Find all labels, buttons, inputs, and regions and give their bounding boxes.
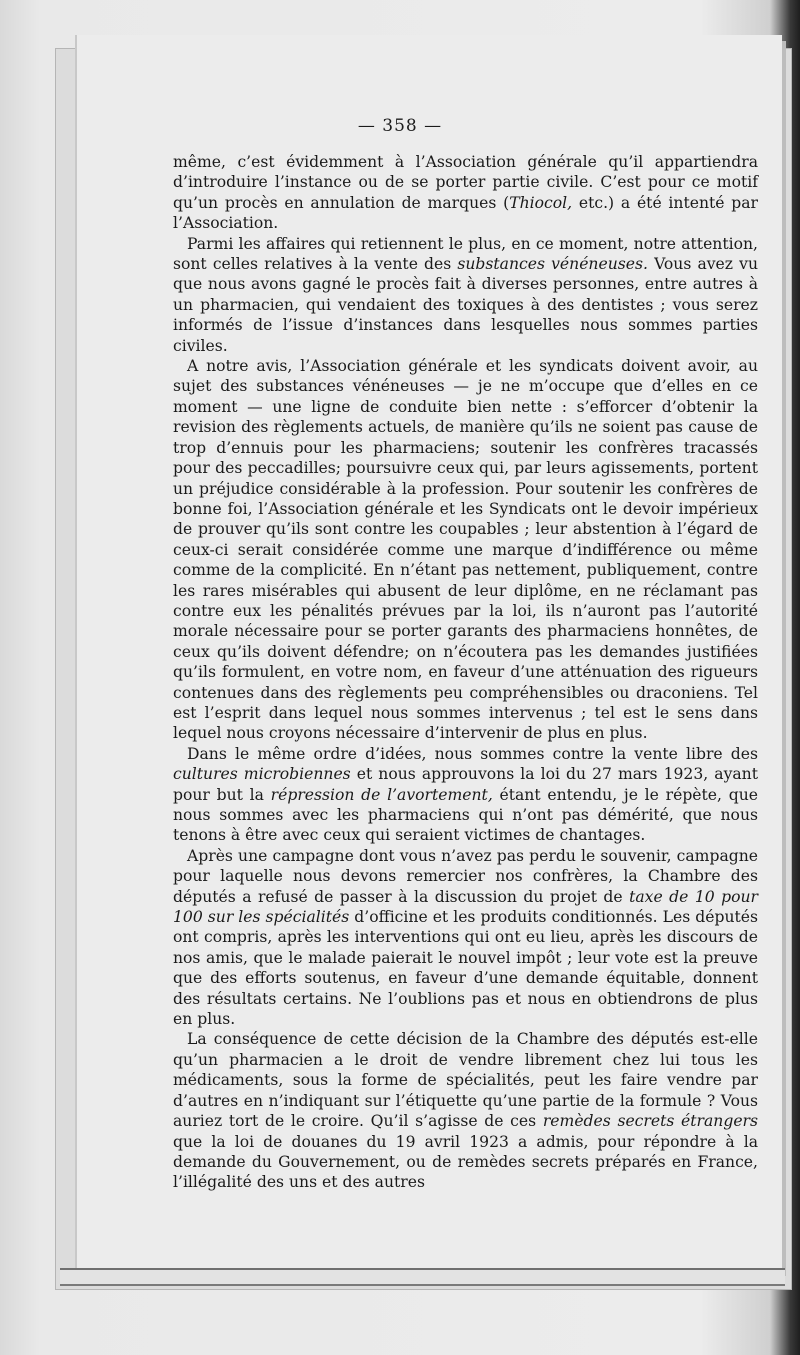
text-run: Vous avez vu que nous avons gagné le procès fait à diverses personnes, entre autres à un pharmacien, qui vendaient des toxiques à des dentistes ; vous serez informés de l’issue d’instances dans lesquelles nous sommes parties civiles. bbox=[173, 255, 758, 355]
body-text bbox=[173, 152, 758, 1193]
italic-text: Thiocol, bbox=[509, 193, 573, 212]
paragraph bbox=[173, 744, 758, 846]
text-run: Après une campagne dont vous n’avez pas perdu le souvenir, campagne pour laquelle nous devons remercier nos confrères, la Chambre des députés a refusé de passer à la discussion du projet de bbox=[173, 846, 758, 906]
text-run: Parmi les affaires qui retiennent le plus, en ce moment, notre attention, sont celles relatives à la vente des bbox=[173, 234, 758, 274]
italic-text: répression de l’avortement, bbox=[270, 785, 493, 804]
text-run: A notre avis, l’Association générale et les syndicats doivent avoir, au sujet des substances vénéneuses — je ne m’occupe que d’elles en ce moment — une ligne de conduite bien nette : s’efforcer d’obtenir la revision des règlements actuels, de manière qu’ils ne soient pas cause de trop d’ennuis pour les pharmaciens; soutenir les confrères tracassés pour des peccadilles; poursuivre ceux qui, par leurs agissements, portent un préjudice considérable à la profession. Pour soutenir les confrères de bonne foi, l’Association générale et les Syndicats ont le devoir impérieux de prouver qu’ils sont contre les coupables ; leur abstention à l’égard de ceux-ci serait considérée comme une marque d’indifférence ou même comme de la complicité. En n’étant pas nettement, publiquement, contre les rares misérables qui abusent de leur diplôme, en ne réclamant pas contre eux les pénalités prévues par la loi, ils n’auront pas l’autorité morale nécessaire pour se porter garants des pharmaciens honnêtes, de ceux qu’ils doivent défendre; on n’écoutera pas les demandes justifiées qu’ils formulent, en votre nom, en faveur d’une atténuation des rigueurs contenues dans des règlements peu compréhensibles ou draconiens. Tel est l’esprit dans lequel nous sommes intervenus ; tel est le sens dans lequel nous croyons nécessaire d’intervenir de plus en plus. bbox=[173, 357, 758, 743]
italic-text: taxe de 10 pour 100 sur les spécialités bbox=[173, 887, 758, 927]
text-run: que la loi de douanes du 19 avril 1923 a admis, pour répondre à la demande du Gouvernement, ou de remèdes secrets préparés en France, l’illégalité des uns et des autres bbox=[173, 1132, 758, 1192]
text-run: étant entendu, je le répète, que nous sommes avec les pharmaciens qui n’ont pas démérité, que nous tenons à être avec ceux qui seraient victimes de chantages. bbox=[173, 785, 758, 845]
italic-text: substances vénéneuses. bbox=[457, 255, 648, 274]
text-run: même, c’est évidemment à l’Association générale qu’il appartiendra d’introduire l’instance ou de se porter partie civile. C’est pour ce motif qu’un procès en annulation de marques ( bbox=[173, 153, 758, 212]
italic-text: cultures microbiennes bbox=[173, 765, 351, 784]
paragraph bbox=[173, 846, 758, 1030]
text-run: Dans le même ordre d’idées, nous sommes contre la vente libre des bbox=[187, 744, 758, 763]
text-run: d’officine et les produits conditionnés. Les députés ont compris, après les interventions qui ont eu lieu, après les discours de nos amis, que le malade paierait le nouvel impôt ; leur vote est la preuve que des efforts soutenus, en faveur d’une demande équitable, donnent des résultats certains. Ne l’oublions pas et nous en obtiendrons de plus en plus. bbox=[173, 908, 758, 1029]
text-run: La conséquence de cette décision de la Chambre des députés est-elle qu’un pharmacien a le droit de vendre librement chez lui tous les médicaments, sous la forme de spécialités, peut les faire vendre par d’autres en n’indiquant sur l’étiquette qu’une partie de la formule ? Vous auriez tort de le croire. Qu’il s’agisse de ces bbox=[173, 1030, 758, 1131]
paragraph bbox=[173, 152, 758, 234]
text-run: et nous approuvons la loi du 27 mars 1923, ayant pour but la bbox=[173, 765, 758, 804]
text-run: etc.) a été intenté par l’Association. bbox=[173, 193, 758, 233]
page-bottom-edge bbox=[60, 1268, 785, 1286]
paragraph bbox=[173, 1029, 758, 1192]
page-number: — 358 — bbox=[357, 116, 443, 136]
italic-text: remèdes secrets étrangers bbox=[542, 1112, 759, 1131]
paragraph bbox=[173, 234, 758, 356]
paragraph bbox=[173, 356, 758, 744]
